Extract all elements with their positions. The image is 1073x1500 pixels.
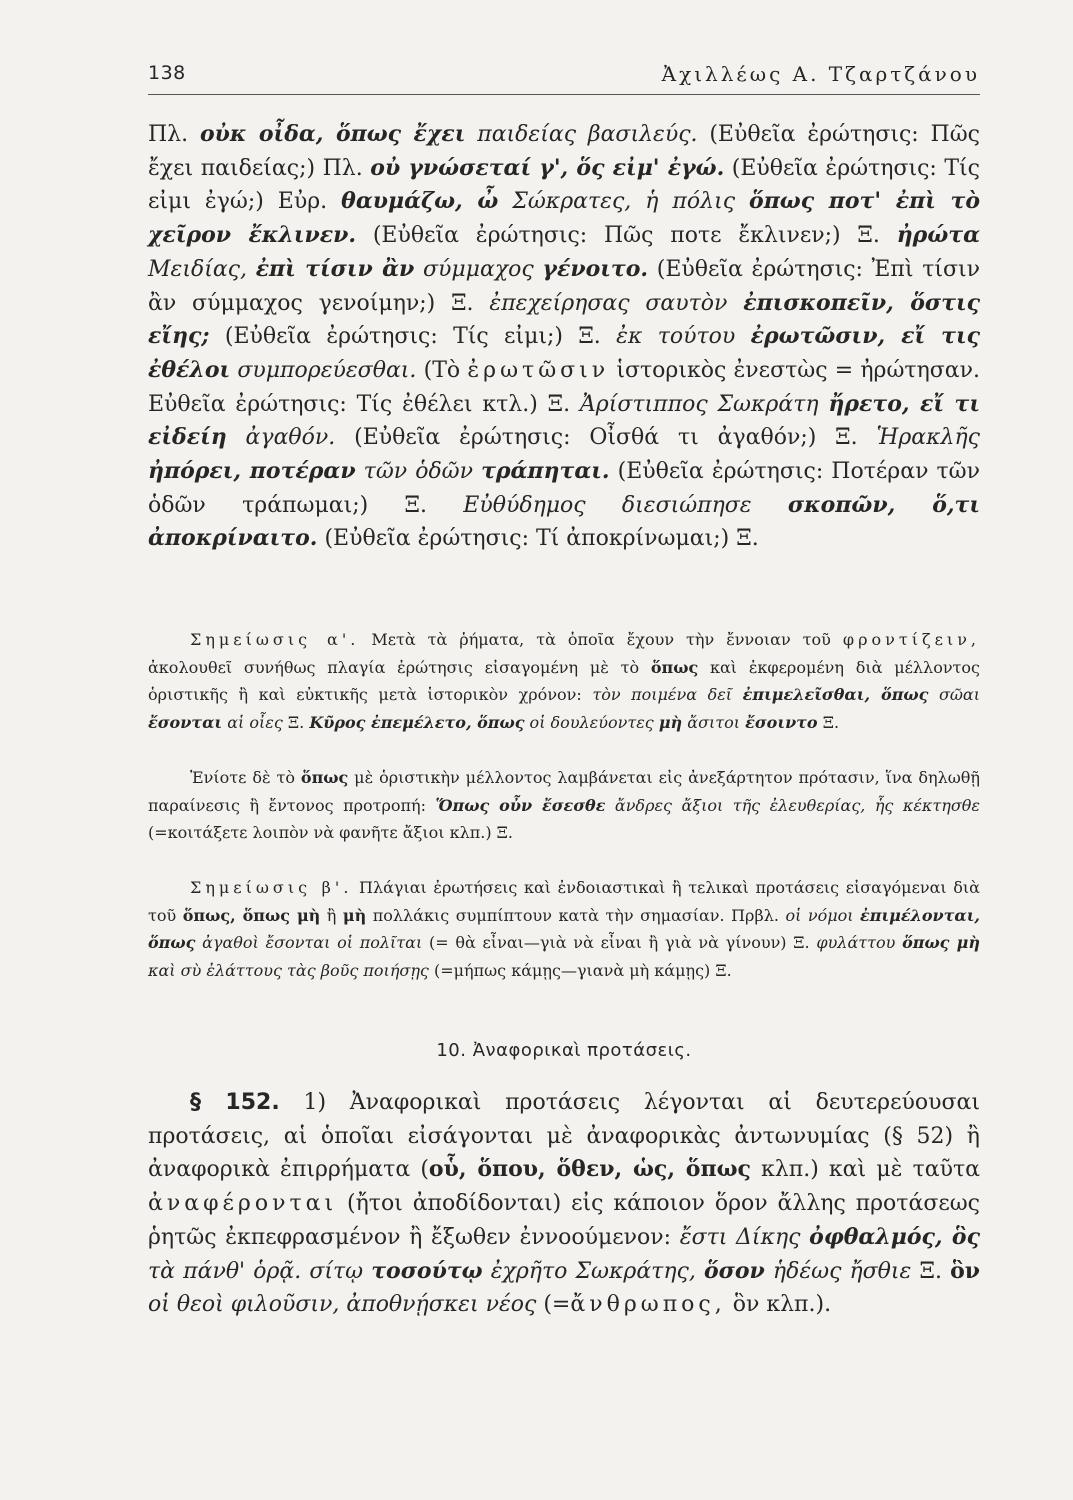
emphasis: ἤρετο, εἴ τι εἰδείη [148, 390, 981, 451]
text-run: (Εὐθεῖα ἐρώτησις: Πῶς ἔχει παιδείας;) Πλ. [148, 122, 980, 181]
spaced-word: ἐρωτῶσιν [467, 357, 610, 383]
bold-word: ὃν [950, 1257, 981, 1284]
emphasis: ἔσονται [148, 712, 223, 732]
emphasis: τοσούτῳ [371, 1257, 483, 1284]
text-run: Ξ. [817, 712, 840, 732]
text-run: πολλάκις συμπίπτουν κατὰ τὴν σημασίαν. Πρβλ. [366, 905, 786, 925]
page-header [148, 60, 980, 95]
text-run: Μετὰ τὰ ῥήματα, τὰ ὁποῖα ἔχουν τὴν ἔννοιαν τοῦ [359, 630, 843, 649]
emphasis: Κῦρος ἐπεμέλετο, ὅπως [309, 712, 525, 732]
spaced-word: ἀναφέρονται [148, 1191, 338, 1217]
emphasis: οὐ γνώσεταί γ', ὅς εἰμ' ἐγώ. [370, 154, 725, 181]
spaced-word: φροντίζειν, [842, 630, 981, 649]
text-run: ὃν κλπ.). [725, 1292, 832, 1318]
text-run: 1) Ἀναφορικαὶ προτάσεις λέγονται αἱ δευτερεύουσαι προτάσεις, αἱ ὁποῖαι εἰσάγονται μὲ ἀναφορικὰς ἀντωνυμίας (§ 52) ἢ ἀναφορικὰ ἐπιρρήματα ( [148, 1090, 980, 1183]
emphasis: ἠρώτα [896, 222, 980, 249]
text-run: Ξ. [282, 712, 310, 732]
emphasis: ὅπως ποτ' ἐπὶ τὸ χεῖρον ἔκλινεν. [148, 188, 980, 249]
emphasis: ἠπόρει, ποτέραν [148, 458, 356, 485]
italic-run: παιδείας βασιλεύς. [465, 122, 698, 147]
examples-paragraph [148, 118, 980, 556]
text-run: (Εὐθεῖα ἐρώτησις: Ποτέραν τῶν ὁδῶν τράπωμαι;) Ξ. [148, 459, 980, 518]
text-run: Πλ. [148, 122, 200, 147]
note-label: Σημείωσις β'. [190, 878, 353, 897]
spaced-word: ἄνθρωπος, [570, 1292, 726, 1318]
text-run: (= θὰ εἶναι—γιὰ νὰ εἶναι ἢ γιὰ νὰ γίνουν) Ξ. [422, 933, 817, 952]
running-head: Ἀχιλλέως Α. Τζαρτζάνου [661, 62, 980, 86]
text-run: κλπ.) καὶ μὲ ταῦτα [750, 1157, 980, 1183]
text-run: (=μήπως κάμῃς—γιανὰ μὴ κάμῃς) Ξ. [428, 960, 732, 980]
italic-run: τὰ πάνθ' ὁρᾷ. [148, 1258, 302, 1284]
page-number: 138 [148, 62, 186, 84]
italic-run: αἱ οἶες [222, 712, 283, 732]
bold-word: μὴ [342, 905, 367, 925]
italic-run: σῶαι [928, 685, 981, 704]
text-run: (Εὐθεῖα ἐρώτησις: Πῶς ποτε ἔκλινεν;) Ξ. [356, 223, 897, 249]
emphasis: ἐπιμελεῖσθαι, ὅπως [742, 685, 929, 704]
italic-run: ἐκ τούτου [616, 324, 751, 350]
emphasis: ἐπιμέλονται, ὅπως [148, 905, 980, 952]
text-run: (Εὐθεῖα ἐρώτησις: Οἶσθά τι ἀγαθόν;) Ξ. [335, 425, 877, 451]
text-run: ἀκολουθεῖ συνήθως πλαγία ἐρώτησις εἰσαγομένη μὲ τὸ [148, 657, 651, 677]
emphasis: ὅσον [703, 1257, 765, 1284]
text-run: (=κοιτάξετε λοιπὸν νὰ φανῆτε ἄξιοι κλπ.) Ξ. [148, 823, 514, 842]
emphasis: ὅπως μὴ [902, 933, 980, 952]
italic-run: Εὐθύδημος διεσιώπησε [463, 492, 788, 518]
italic-run: Μειδίας, [148, 256, 256, 282]
italic-run: οἱ θεοὶ φιλοῦσιν, ἀποθνῄσκει νέος [148, 1292, 537, 1318]
note-independent-clause [148, 764, 980, 847]
italic-run: σίτῳ [301, 1258, 372, 1284]
italic-run: ἀγαθοὶ ἔσονται οἱ πολῖται [195, 933, 423, 952]
text-run: (Τὸ [416, 357, 468, 383]
emphasis: τράπηται. [481, 458, 610, 485]
section-number: § 152. [190, 1090, 280, 1115]
text-run: ἱστορικὸς ἐνεστὼς = ἠρώτησαν. Εὐθεῖα ἐρώτησις: Τίς ἐθέλει κτλ.) Ξ. [148, 357, 981, 417]
note-alpha [148, 626, 980, 736]
text-run: Ἐνίοτε δὲ τὸ [190, 768, 301, 787]
italic-run: ἐπεχείρησας σαυτὸν [489, 290, 744, 316]
note-beta [148, 874, 980, 984]
italic-run: οἱ δουλεύοντες [524, 712, 659, 732]
italic-run: ἔστι Δίκης [679, 1224, 810, 1250]
text-run: καὶ ἐκφερομένη διὰ μέλλοντος ὁριστικῆς ἢ καὶ εὐκτικῆς μετὰ ἱστορικὸν χρόνον: [148, 657, 980, 704]
text-run: μὲ ὁριστικὴν μέλλοντος λαμβάνεται εἰς ἀνεξάρτητον πρότασιν, ἵνα δηλωθῇ παραίνεσις ἢ ἔντονος προτροπή: [148, 768, 980, 815]
emphasis: θαυμάζω, ὦ [341, 188, 499, 215]
bold-word: ὅπως, ὅπως μὴ [182, 905, 321, 925]
italic-run: ἡδέως ἤσθιε [764, 1258, 912, 1284]
text-run: (Εὐθεῖα ἐρώτησις: Τίς εἰμι;) Ξ. [209, 324, 617, 350]
text-run: (= [536, 1292, 571, 1318]
text-run: (Εὐθεῖα ἐρώτησις: Τί ἀποκρίνωμαι;) Ξ. [317, 526, 759, 552]
italic-run: ἐχρῆτο Σωκράτης, [482, 1258, 704, 1284]
emphasis: Ὅπως οὖν ἔσεσθε [435, 795, 606, 815]
italic-run: ἄνδρες ἄξιοι τῆς ἐλευθερίας, ἧς κέκτησθε [605, 795, 980, 815]
italic-run: οἱ νόμοι [785, 905, 860, 925]
italic-run: καὶ σὺ ἐλάττους τὰς βοῦς ποιήσῃς [148, 960, 429, 980]
italic-run: σύμμαχος [414, 256, 543, 282]
emphasis: γένοιτο. [542, 255, 649, 282]
emphasis: ἐρωτῶσιν, εἴ τις ἐθέλοι [148, 323, 980, 383]
emphasis: ἐπὶ τίσιν ἂν [255, 255, 415, 282]
italic-run: Ἀρίστιππος Σωκράτη [579, 391, 829, 417]
bold-word: ὅπως [300, 768, 349, 787]
note-label: Σημείωσις α'. [190, 630, 360, 649]
italic-run: ἄσιτοι [682, 712, 746, 732]
text-run: (Εὐθεῖα ἐρώτησις: Ἐπὶ τίσιν ἂν σύμμαχος γενοίμην;) Ξ. [148, 256, 981, 316]
bold-word: οὗ, ὅπου, ὅθεν, ὡς, ὅπως [428, 1156, 751, 1183]
italic-run: τῶν ὁδῶν [355, 459, 482, 485]
emphasis: ὀφθαλμός, ὃς [809, 1223, 980, 1250]
italic-run: φυλάττου [816, 933, 903, 952]
text-run: (Εὐθεῖα ἐρώτησις: Τίς εἰμι ἐγώ;) Εὐρ. [148, 155, 980, 215]
text-run: (ἤτοι ἀποδίδονται) εἰς κάποιον ὅρον ἄλλης προτάσεως ῥητῶς ἐκπεφρασμένον ἢ ἔξωθεν ἐννοούμενον: [148, 1191, 980, 1250]
italic-run: Σώκρατες, ἡ πόλις [498, 189, 750, 215]
paragraph-152 [148, 1086, 980, 1322]
italic-run: τὸν ποιμένα δεῖ [592, 685, 743, 704]
emphasis: σκοπῶν, ὅ,τι ἀποκρίναιτο. [148, 491, 980, 552]
text-run: Ξ. [911, 1258, 951, 1284]
italic-run: συμπορεύεσθαι. [230, 357, 417, 383]
emphasis: ἔσοιντο [745, 712, 818, 732]
emphasis: ἐπισκοπεῖν, ὅστις εἴης; [148, 289, 980, 350]
emphasis: οὐκ οἶδα, ὅπως ἔχει [199, 121, 466, 147]
italic-run: Ἡρακλῆς [876, 425, 980, 451]
section-heading: 10. Ἀναφορικαὶ προτάσεις. [436, 1040, 692, 1061]
bold-word: ὅπως [650, 657, 699, 677]
emphasis: μὴ [658, 712, 683, 732]
text-run: ἢ [320, 905, 343, 925]
italic-run: ἀγαθόν. [226, 425, 336, 451]
text-run: Πλάγιαι ἐρωτήσεις καὶ ἐνδοιαστικαὶ ἢ τελικαὶ προτάσεις εἰσαγόμεναι διὰ τοῦ [148, 878, 980, 925]
